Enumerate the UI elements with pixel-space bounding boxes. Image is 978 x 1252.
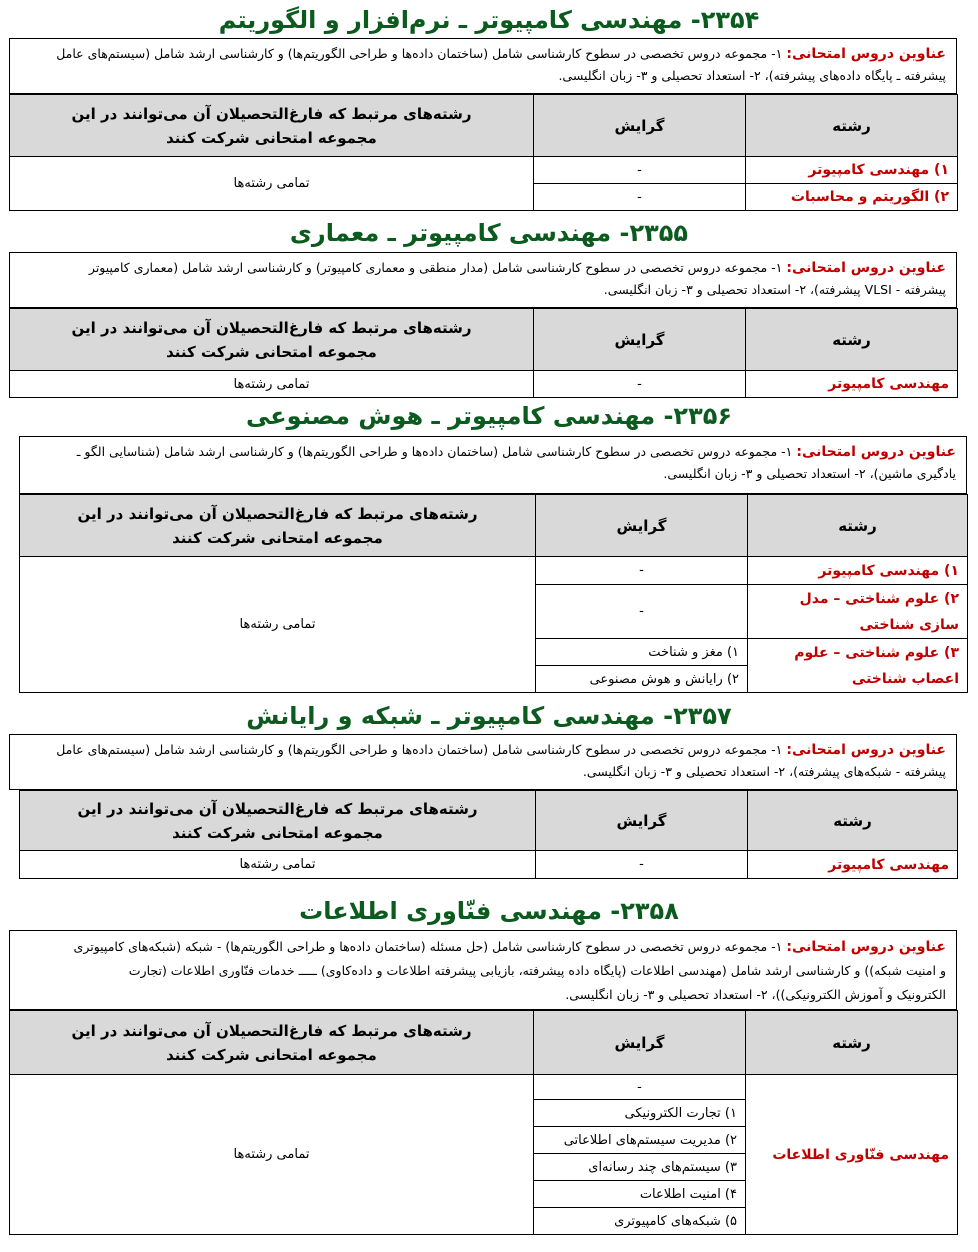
- exam-subjects-line-2: و امنیت شبکه)) و کارشناسی ارشد شامل (مهندسی اطلاعات (پایگاه داده پیشرفته، بازیابی پیشرفته اطلاعات و داده‌کاوی) ـــــ خدمات فنّاوری اطلاعات (تجارت: [128, 963, 946, 978]
- exam-subjects-box: [9, 734, 957, 790]
- major-cell: ۲) الگوریتم و محاسبات: [746, 184, 958, 211]
- major-cell: مهندسی کامپیوتر: [746, 371, 958, 398]
- section-2357: [0, 698, 978, 888]
- trend-cell: -: [536, 851, 748, 879]
- exam-subjects-line-1: ۱- مجموعه دروس تخصصی در سطوح کارشناسی شامل (ساختمان داده‌ها و طراحی الگوریتم‌ها) و کارشناسی ارشد شامل (سیستم‌های عامل: [56, 46, 783, 61]
- trend-cell: -: [536, 557, 748, 585]
- exam-subjects-line-2: پیشرفته ـ پایگاه داده‌های پیشرفته)، ۲- استعداد تحصیلی و ۳- زبان انگلیسی.: [558, 68, 946, 83]
- exam-subjects-line-2: پیشرفته - VLSI پیشرفته)، ۲- استعداد تحصیلی و ۳- زبان انگلیسی.: [603, 282, 946, 297]
- major-cell: مهندسی کامپیوتر: [748, 851, 958, 879]
- section-2358: [0, 890, 978, 1250]
- trend-cell: ۵) شبکه‌های کامپیوتری: [534, 1208, 746, 1235]
- exam-subjects-line-2: یادگیری ماشین)، ۲- استعداد تحصیلی و ۳- زبان انگلیسی.: [663, 466, 956, 481]
- majors-table: [9, 94, 958, 211]
- section-title: ۲۳۵۶- مهندسی کامپیوتر ـ هوش مصنوعی: [245, 402, 733, 430]
- related-cell: تمامی رشته‌ها: [20, 557, 536, 693]
- major-cell: ۳) علوم شناختی – علوم اعصاب شناختی: [748, 639, 968, 693]
- related-cell: تمامی رشته‌ها: [20, 851, 536, 879]
- major-cell: مهندسی فنّاوری اطلاعات: [746, 1075, 958, 1235]
- exam-subjects-line-1: ۱- مجموعه دروس تخصصی در سطوح کارشناسی شامل (حل مسئله (ساختمان داده‌ها و طراحی الگوریتم‌ها) - شبکه (شبکه‌های کامپیوتری: [73, 939, 783, 954]
- major-cell: ۱) مهندسی کامپیوتر: [746, 157, 958, 184]
- exam-subjects-text: [10, 39, 956, 87]
- majors-table: [9, 1010, 958, 1235]
- majors-table: [19, 790, 958, 879]
- trend-cell: -: [536, 585, 748, 639]
- related-cell: تمامی رشته‌ها: [10, 157, 534, 211]
- exam-subjects-label: عناوین دروس امتحانی:: [786, 742, 946, 758]
- majors-table: [19, 494, 968, 693]
- section-2355: [0, 215, 978, 395]
- exam-subjects-box: [9, 930, 957, 1010]
- trend-cell: ۱) تجارت الکترونیکی: [534, 1100, 746, 1127]
- section-title: ۲۳۵۷- مهندسی کامپیوتر ـ شبکه و رایانش: [246, 702, 732, 730]
- section-title: ۲۳۵۸- مهندسی فنّاوری اطلاعات: [299, 897, 679, 925]
- exam-subjects-box: [19, 436, 967, 494]
- trend-cell: -: [534, 157, 746, 184]
- col-related-header: رشته‌های مرتبط که فارغ‌التحصیلان آن می‌توانند در این مجموعه امتحانی شرکت کنند: [20, 791, 536, 851]
- col-related-header: رشته‌های مرتبط که فارغ‌التحصیلان آن می‌توانند در این مجموعه امتحانی شرکت کنند: [10, 309, 534, 371]
- trend-cell: ۲) مدیریت سیستم‌های اطلاعاتی: [534, 1127, 746, 1154]
- exam-subjects-label: عناوین دروس امتحانی:: [796, 444, 956, 460]
- col-related-header: رشته‌های مرتبط که فارغ‌التحصیلان آن می‌توانند در این مجموعه امتحانی شرکت کنند: [20, 495, 536, 557]
- exam-subjects-label: عناوین دروس امتحانی:: [786, 939, 946, 955]
- col-related-header: رشته‌های مرتبط که فارغ‌التحصیلان آن می‌توانند در این مجموعه امتحانی شرکت کنند: [10, 95, 534, 157]
- trend-cell: ۱) مغز و شناخت: [536, 639, 748, 666]
- majors-table: [9, 308, 958, 398]
- exam-subjects-label: عناوین دروس امتحانی:: [786, 260, 946, 276]
- major-cell: ۱) مهندسی کامپیوتر: [748, 557, 968, 585]
- section-title: ۲۳۵۵- مهندسی کامپیوتر ـ معماری: [289, 219, 689, 247]
- major-cell: ۲) علوم شناختی – مدل سازی شناختی: [748, 585, 968, 639]
- col-major-header: رشته: [748, 791, 958, 851]
- exam-subjects-text: [10, 253, 956, 301]
- col-trend-header: گرایش: [534, 1011, 746, 1075]
- col-major-header: رشته: [748, 495, 968, 557]
- exam-subjects-line-1: ۱- مجموعه دروس تخصصی در سطوح کارشناسی شامل (ساختمان داده‌ها و طراحی الگوریتم‌ها) و کارشناسی ارشد شامل (شناسایی الگو ـ: [76, 444, 793, 459]
- col-trend-header: گرایش: [534, 95, 746, 157]
- col-related-header: رشته‌های مرتبط که فارغ‌التحصیلان آن می‌توانند در این مجموعه امتحانی شرکت کنند: [10, 1011, 534, 1075]
- exam-subjects-box: [9, 38, 957, 94]
- exam-subjects-text: [10, 931, 956, 1007]
- exam-subjects-box: [9, 252, 957, 308]
- section-title: ۲۳۵۴- مهندسی کامپیوتر ـ نرم‌افزار و الگوریتم: [218, 6, 760, 34]
- col-major-header: رشته: [746, 95, 958, 157]
- related-cell: تمامی رشته‌ها: [10, 1075, 534, 1235]
- trend-cell: -: [534, 371, 746, 398]
- trend-cell: -: [534, 1075, 746, 1100]
- exam-subjects-text: [20, 437, 966, 485]
- col-trend-header: گرایش: [536, 791, 748, 851]
- col-trend-header: گرایش: [536, 495, 748, 557]
- related-cell: تمامی رشته‌ها: [10, 371, 534, 398]
- exam-subjects-line-1: ۱- مجموعه دروس تخصصی در سطوح کارشناسی شامل (ساختمان داده‌ها و طراحی الگوریتم‌ها) و کارشناسی ارشد شامل (سیستم‌های عامل: [56, 742, 783, 757]
- trend-cell: ۲) رایانش و هوش مصنوعی: [536, 666, 748, 693]
- exam-subjects-label: عناوین دروس امتحانی:: [786, 46, 946, 62]
- col-major-header: رشته: [746, 1011, 958, 1075]
- exam-subjects-line-3: الکترونیک و آموزش الکترونیکی))، ۲- استعداد تحصیلی و ۳- زبان انگلیسی.: [565, 987, 946, 1002]
- section-2356: [0, 398, 978, 698]
- trend-cell: ۴) امنیت اطلاعات: [534, 1181, 746, 1208]
- exam-subjects-line-2: پیشرفته - شبکه‌های پیشرفته)، ۲- استعداد تحصیلی و ۳- زبان انگلیسی.: [582, 764, 946, 779]
- trend-cell: -: [534, 184, 746, 211]
- col-major-header: رشته: [746, 309, 958, 371]
- col-trend-header: گرایش: [534, 309, 746, 371]
- trend-cell: ۳) سیستم‌های چند رسانه‌ای: [534, 1154, 746, 1181]
- exam-subjects-text: [10, 735, 956, 783]
- section-2354: [0, 0, 978, 215]
- exam-subjects-line-1: ۱- مجموعه دروس تخصصی در سطوح کارشناسی شامل (مدار منطقی و معماری کامپیوتر) و کارشناسی ارشد شامل (معماری کامپیوتر: [88, 260, 783, 275]
